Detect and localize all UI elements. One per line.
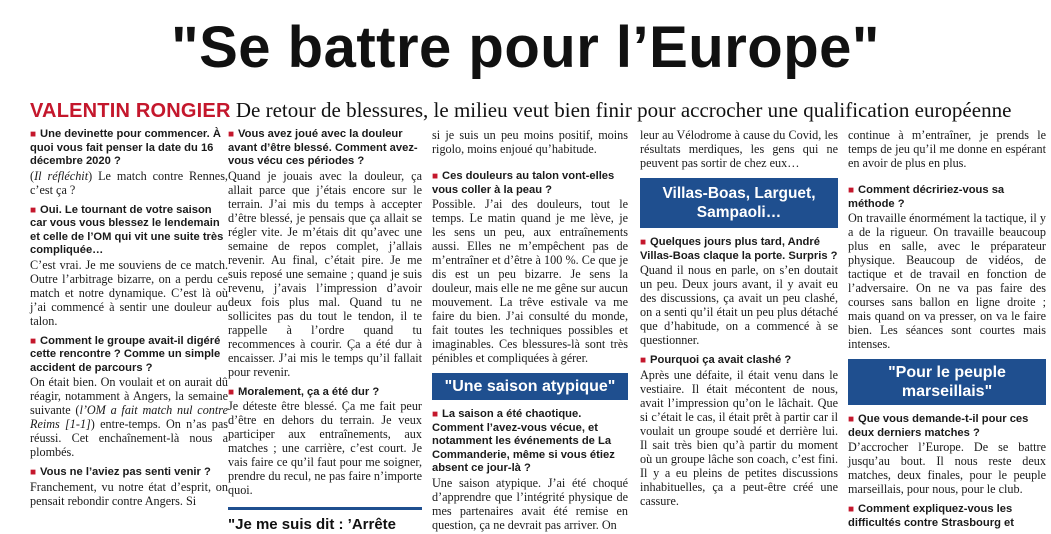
bullet-icon: ■: [848, 414, 855, 425]
bullet-icon: ■: [640, 355, 647, 366]
answer: On était bien. On voulait et on aurait dû réagir, notamment à Angers, la semaine suivante (l’OM a fait match nul contre Reims [1-1]) entre-temps. On n’as pas réussi. Cet enchaînement-là nous a plombés.: [30, 375, 228, 459]
section-heading-box: "Une saison atypique": [432, 373, 628, 400]
bullet-icon: ■: [432, 409, 439, 420]
bullet-icon: ■: [432, 171, 439, 182]
kicker-player-name: VALENTIN RONGIER: [30, 100, 231, 122]
article-column-4: [640, 128, 838, 508]
question: ■ Quelques jours plus tard, André Villas-Boas claque la porte. Surpris ?: [640, 236, 838, 262]
question: ■ La saison a été chaotique. Comment l’avez-vous vécue, et notamment les événements de La Commanderie, même si vous étiez absent ce jour-là ?: [432, 408, 615, 474]
question: ■ Que vous demande-t-il pour ces deux derniers matches ?: [848, 413, 1029, 439]
bullet-icon: ■: [30, 204, 37, 216]
deck-text: De retour de blessures, le milieu veut bien finir pour accrocher une qualification européenne: [235, 98, 1012, 122]
article-column-3: [432, 128, 628, 532]
answer: C’est vrai. Je me souviens de ce match. Outre l’arbitrage bizarre, on a perdu ce match et notre dynamique. C’est là où j’ai commencé à sentir une douleur au talon.: [30, 257, 228, 328]
bullet-icon: ■: [228, 386, 235, 398]
answer: Quand il nous en parle, on s’en doutait un peu. Deux jours avant, il y avait eu des discussions, ça avait un peu clashé, on a senti qu’il était un peu plus détaché que d’habitude, on a commencé à se questionner.: [640, 263, 838, 347]
pull-quote: "Je me suis dit : ’Arrête: [228, 507, 422, 534]
answer: Je déteste être blessé. Ça me fait peur d’être en dehors du terrain. Je veux participer aux entraînements, aux matches ; une carrière, c’est court. Je vais faire ce qu’il faut pour me soigner, prendre du recul, ne pas faire n’importe quoi.: [228, 399, 422, 497]
answer: Après une défaite, il était venu dans le vestiaire. Il était mécontent de nous, avait l’impression qu’on le lâchait. Que si c’était le cas, il était prêt à partir car il voulait un groupe soudé et derrière lui. Il sait très bien qu’à partir du moment où un groupe lâche son coach, c’est fini. Il y a eu pleins de petites discussions inhabituelles, ça a peut-être créé une cassure.: [640, 367, 838, 508]
question: ■ Comment le groupe avait-il digéré cette rencontre ? Comme un simple accident de parcours ?: [30, 334, 221, 374]
question: ■ Comment expliquez-vous les difficultés contre Strasbourg et: [848, 503, 1014, 529]
answer: Quand je jouais avec la douleur, ça allait parce que j’étais encore sur le terrain. J’ai mis du temps à accepter d’être blessé, je pensais que ça allait se régler vite. Je m’étais dit qu’avec une semaine de repos complet, j’allais revenir. Au final, c’était pire. Je me suis reposé une semaine ; quand je suis revenu, j’avais l’impression d’avoir deux fois plus mal. Quand tu ne sollicites pas du tout le tendon, il te rappelle à l’ordre quand tu recommences à courir. Ça a été dur à encaisser. J’ai mis le temps qu’il fallait pour revenir.: [228, 168, 422, 379]
article-column-2: [228, 128, 422, 533]
bullet-icon: ■: [30, 129, 37, 140]
question: ■ Oui. Le tournant de votre saison car vous vous blessez le lendemain et celle de l’OM qui vit une suite très compliquée…: [30, 203, 224, 256]
section-heading-box: Villas-Boas, Larguet, Sampaoli…: [640, 178, 838, 228]
bullet-icon: ■: [228, 129, 235, 140]
question: ■ Une devinette pour commencer. À quoi vous fait penser la date du 16 décembre 2020 ?: [30, 128, 221, 167]
question: ■ Ces douleurs au talon vont-elles vous coller à la peau ?: [432, 170, 615, 196]
bullet-icon: ■: [640, 237, 647, 248]
bullet-icon: ■: [848, 504, 855, 515]
answer: Possible. J’ai des douleurs, tout le temps. Le matin quand je me lève, je les sens un peu, aux entraînements aussi. Elles ne m’empêchent pas de m’entraîner et d’être à 100 %. Ce que je dis est un peu bizarre. Je sens la douleur, mais elle ne me gêne sur aucun mouvement. La trêve estivale va me faire du bien. J’ai consulté du monde, fait toutes les techniques possibles et imaginables. Ces blessures-là sont très pénibles et compliquées à gérer.: [432, 197, 628, 365]
question: ■ Comment décririez-vous sa méthode ?: [848, 184, 1005, 210]
answer: On travaille énormément la tactique, il y a de la rigueur. On travaille beaucoup plus en salle, avec le préparateur physique. Beaucoup de vidéos, de tactique et de travail en fonction de l’adversaire. On ne va pas faire des courses sans ballon en ligne droite ; mais quand on va presser, on va le faire bien. Les séances sont courtes mais intenses.: [848, 211, 1046, 351]
answer: Une saison atypique. J’ai été choqué d’apprendre que l’intégrité physique de mes partenaires avait été remise en question, ça ne devrait pas arriver. On: [432, 475, 628, 532]
answer: D’accrocher l’Europe. De se battre jusqu’au bout. Il nous reste deux matches, deux finales, pour le peuple marseillais, pour nous, pour le club.: [848, 440, 1046, 496]
bullet-icon: ■: [30, 335, 37, 347]
question: ■ Pourquoi ça avait clashé ?: [640, 354, 792, 366]
headline: "Se battre pour l’Europe": [171, 15, 880, 80]
bullet-icon: ■: [30, 467, 37, 478]
section-heading-box: "Pour le peuple marseillais": [848, 359, 1046, 405]
article-column-1: [30, 128, 228, 508]
question: ■ Vous avez joué avec la douleur avant d’être blessé. Comment avez-vous vécu ces périodes ?: [228, 128, 418, 167]
bullet-icon: ■: [848, 185, 855, 196]
question: ■ Vous ne l’aviez pas senti venir ?: [30, 466, 211, 478]
question: ■ Moralement, ça a été dur ?: [228, 385, 380, 398]
answer-continued: leur au Vélodrome à cause du Covid, les résultats merdiques, les gens qui ne peuvent pas sortir de chez eux…: [640, 128, 838, 170]
answer: (Il réfléchit) Le match contre Rennes, c’est ça ?: [30, 168, 228, 197]
answer-continued: continue à m’entraîner, je prends le temps de jeu qu’il me donne en espérant en avoir de plus en plus.: [848, 128, 1046, 170]
answer-continued: si je suis un peu moins positif, moins rigolo, moins enjoué qu’habitude.: [432, 128, 628, 156]
article-column-5: [848, 128, 1046, 529]
subheadline: [30, 96, 1040, 124]
answer: Franchement, vu notre état d’esprit, on pensait rebondir contre Angers. Si: [30, 479, 228, 508]
